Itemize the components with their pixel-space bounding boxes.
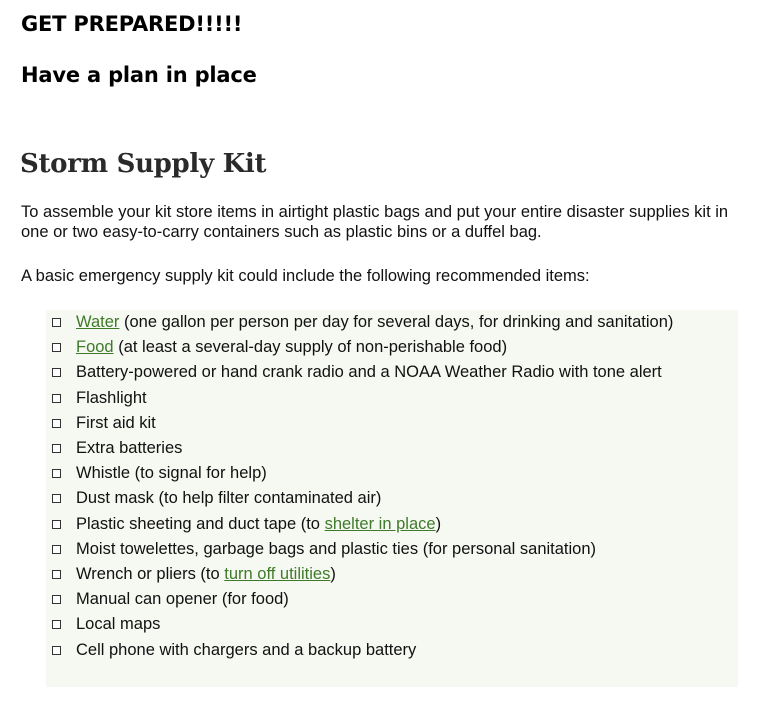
item-text: Manual can opener (for food) <box>76 590 289 609</box>
item-text: (one gallon per person per day for several days, for drinking and sanitation) <box>119 313 674 331</box>
checkbox-icon <box>52 394 61 403</box>
list-item <box>46 335 738 360</box>
checkbox-icon <box>52 620 61 629</box>
item-text: Dust mask (to help filter contaminated air) <box>76 489 382 508</box>
list-item <box>46 587 738 612</box>
list-item <box>46 436 738 461</box>
list-item <box>46 360 738 385</box>
checkbox-icon <box>52 444 61 453</box>
item-text: First aid kit <box>76 413 156 432</box>
checkbox-icon <box>52 318 61 327</box>
get-prepared-heading: GET PREPARED!!!!! <box>21 12 243 36</box>
checkbox-icon <box>52 494 61 503</box>
checkbox-icon <box>52 419 61 428</box>
plan-heading: Have a plan in place <box>21 63 257 87</box>
list-item <box>46 310 738 335</box>
item-text: Plastic sheeting and duct tape (to <box>76 514 325 533</box>
checkbox-icon <box>52 368 61 377</box>
intro-paragraph: To assemble your kit store items in airtight plastic bags and put your entire disaster supplies kit in one or two easy-to-carry containers such as plastic bins or a duffel bag. <box>21 203 729 241</box>
turn-off-utilities-link[interactable]: turn off utilities <box>224 565 331 584</box>
list-item <box>46 512 738 537</box>
list-item <box>46 562 738 587</box>
item-text: Flashlight <box>76 388 147 407</box>
checkbox-icon <box>52 570 61 579</box>
item-text: Cell phone with chargers and a backup battery <box>76 640 417 659</box>
list-item <box>46 461 738 486</box>
checkbox-icon <box>52 545 61 554</box>
item-text: ) <box>330 565 336 584</box>
list-item <box>46 411 738 436</box>
checkbox-icon <box>52 469 61 478</box>
storm-supply-kit-title: Storm Supply Kit <box>20 149 267 179</box>
supply-list-panel <box>46 310 738 687</box>
list-item <box>46 486 738 511</box>
item-text: Battery-powered or hand crank radio and a NOAA Weather Radio with tone alert <box>76 363 662 382</box>
basic-kit-paragraph: A basic emergency supply kit could include the following recommended items: <box>21 267 590 285</box>
list-item <box>46 638 738 663</box>
item-text: Extra batteries <box>76 439 183 458</box>
checkbox-icon <box>52 595 61 604</box>
list-item <box>46 612 738 637</box>
checkbox-icon <box>52 646 61 655</box>
item-text: Moist towelettes, garbage bags and plastic ties (for personal sanitation) <box>76 539 597 558</box>
shelter-in-place-link[interactable]: shelter in place <box>324 514 436 533</box>
item-text: Local maps <box>76 615 161 634</box>
item-text: (at least a several-day supply of non-perishable food) <box>113 338 508 357</box>
list-item <box>46 386 738 411</box>
item-text: Wrench or pliers (to <box>76 565 225 584</box>
checkbox-icon <box>52 520 61 529</box>
supply-list <box>46 310 738 663</box>
food-link[interactable]: Food <box>76 338 114 357</box>
water-link[interactable]: Water <box>76 313 120 331</box>
list-item <box>46 537 738 562</box>
checkbox-icon <box>52 343 61 352</box>
item-text: ) <box>435 514 442 533</box>
item-text: Whistle (to signal for help) <box>76 464 267 483</box>
